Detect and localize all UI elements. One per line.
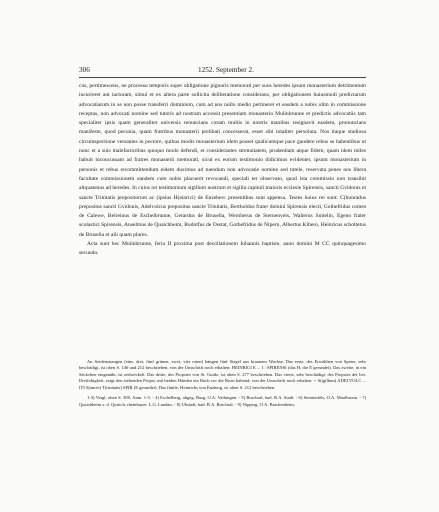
header-rule <box>79 77 366 78</box>
main-paragraph: cus, pertimescens, ne processu temporis super obligatione pignoris memorati per suos heredes ipsum monasterium detrimentum incurreret aut iacturam, simul et ex altera parte sollicita deliberatione considerans, per obligationem huiusmodi predictarum advocatiarum in se non posse transferri dominium, cum ad nos nullo medio pertineret et easdem a nobis olim in commissione receptas, non advocati nomine sed tutoris ad nostram accessit presentiam monasterio Mulinbrunne et predictis advocatiis tam specialiter ipsis quam generaliter universis renuncians coram multis in nostris manibus resignavit easdem, pronuncians manifeste, quod pecunia, quam fratribus monasterii prelibati concesserat, esset sibi totaliter persoluta. Nos itaque studiosa circumspectione versantes in pectore, quibus modis monasterium idem posset qualicumque pace gaudere rebus se habentibus ut nunc et a suis malefactoribus quoquo modo defendi, et considerantes strenuitatem, prudentiam atque fidem, quam idem miles habuit inconcussam ad fratres monasterii memorati, sicut ex eorum testimonio didicimus evidenter, ipsum monasterium in personis et rebus recommittendum eidem duximus ad tuendum non advocatie nomine sed tutele, reservata penes nos libera facultate commissionem eandem cum nobis placuerit revocandi, speciali ter observato, quod ista commissio non transibit aliquatenus ad heredes. In cuius rei testimonium sigillum nostrum et sigilla capituli maioris ecclesie Spirensis, sancti Gvidonis et sancte Trinitatis prepositorum ac (ipsius H(einrici) de Enzeberc presentibus sunt appensa. Testes huius rei sunt: C(hunradus prepositus sancti Gvidonis, Adelvolcus prepositus sancte Trinitatis, Bertholdus frater domini Spirensis electi, Gothefridus comes de Calewe, Belreinus de Eschelbrunne, Gerardus de Brusella, Wernherus de Sternenvels, Walterus Snitelin, Egeno frater scolastici Spirensis, Anselmus de Quaichheim, Rudolfus de Osstat, Gothefridus de Nipern, Albertus Kibero, Heinricus scholtetus de Brusella et alii quam plures. <box>79 83 366 238</box>
page-header <box>79 66 366 76</box>
seal-description: An Seidenstrangen (eins, drei, fünf grünen, zwei, vier roten) hängen fünf Siegel aus braunem Wachse. Das erste, des Erwählten von Speier, sehr beschädigt, ist oben S. 146 und 212 beschrieben, von der Umschrift noch erhalten: HEINRICI E ... I : SPIRENSI (das H, die E gerundet). Das zweite, in ein Säckchen eingenäht, ist zerbröckelt. Das dritte, des Propstes von St. Guido, ist oben S. 277 beschrieben. Das vierte, sehr beschädigt, des Propstes der hei. Dreifaltigkeit, zeigt den stehenden Propst, mit beiden Händen ein Buch vor die Brust haltend; von der Umschrift noch erhalten: + S(igillum) ADELVOLC ... ITI S(ancte) T(rinitatis) SPIR (E gerundet). Das fünfte, Heinrichs von Enzberg, ist oben S. 212 beschrieben. <box>79 359 366 390</box>
apparatus <box>79 359 366 408</box>
dating-paragraph: Acta sunt hec Mulinbrunne, feria II proxima post decollationem Iohannis baptiste, anno domini M CC quinquagesimo secundo. <box>79 241 366 257</box>
running-title: 1252. September 2. <box>198 66 254 74</box>
footnotes: 1-3) Vergl. oben S. 300, Anm. 1-3. - 4) Eschelberg, abgeg. Burg, O.A. Vaihingen. - 5) Bruchsal, bad. B.A. Stadt. - 6) Sternenfels, O.A. Maulbronn. - 7) Quaichheim s. d. Quirich, rheinbayer. L.G. Landau. - 8) Ubstadt, bad. B.A. Bruchsal. - 9) Nipperg, O.A. Brackenheim. <box>79 395 366 407</box>
charter-text <box>79 82 366 259</box>
page-number: 306 <box>79 66 90 74</box>
